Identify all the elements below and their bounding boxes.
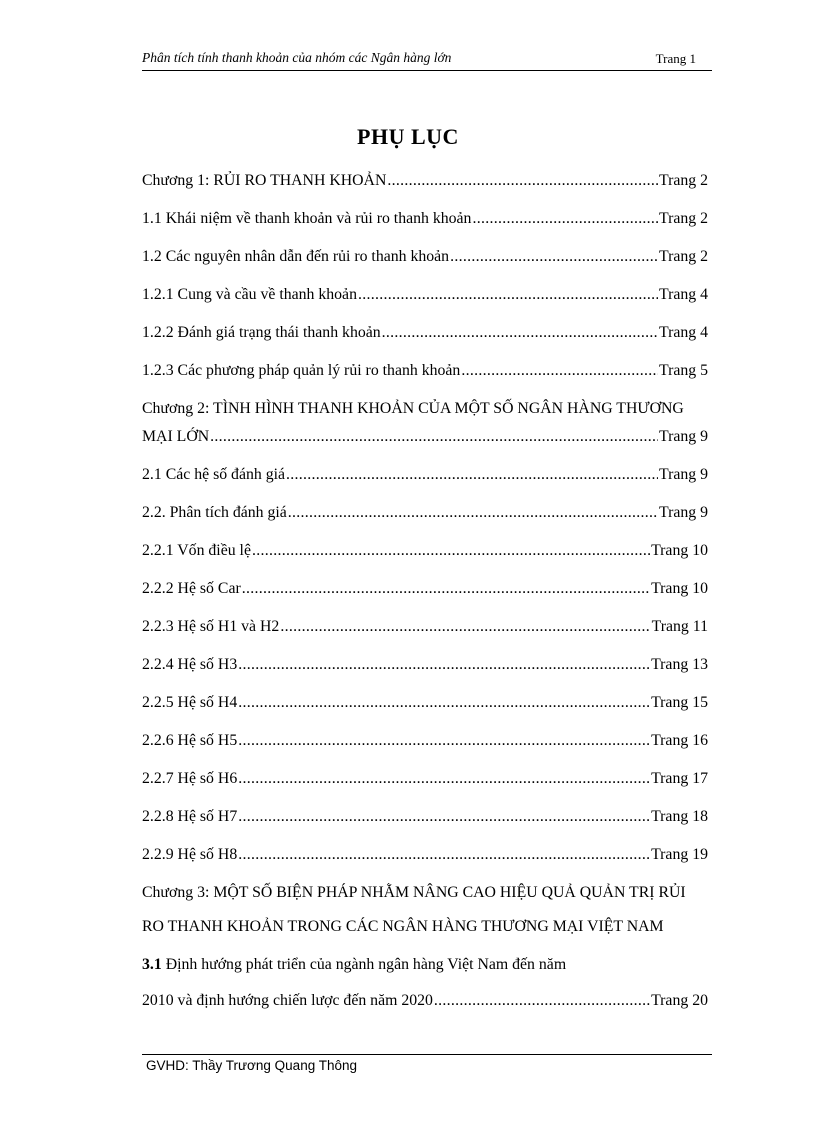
toc-section-text: Định hướng phát triển của ngành ngân hàng Việt Nam đến năm: [161, 956, 567, 973]
header-page-number: Trang 1: [655, 51, 696, 66]
toc-entry-text: 2.2.2 Hệ số Car: [142, 580, 241, 597]
toc-entry-page: Trang 18: [651, 808, 708, 825]
toc-entry: [142, 466, 708, 490]
toc-entry-text: 2.2.8 Hệ số H7: [142, 808, 238, 825]
toc-entry-text: 1.2 Các nguyên nhân dẫn đến rủi ro thanh khoản: [142, 248, 450, 265]
toc-entry-text: 2.2. Phân tích đánh giá: [142, 504, 287, 521]
toc-entry: [142, 846, 708, 870]
toc-entry-text: 2.2.5 Hệ số H4: [142, 694, 238, 711]
toc-entry: [142, 770, 708, 794]
footer-divider: [142, 1054, 712, 1055]
toc-chapter-heading: Chương 3: MỘT SỐ BIỆN PHÁP NHẰM NÂNG CAO HIỆU QUẢ QUẢN TRỊ RỦI: [142, 884, 686, 901]
toc-entry-page: Trang 13: [651, 656, 708, 673]
toc-entry-page: Trang 9: [658, 504, 708, 521]
toc-entry: [142, 362, 708, 386]
toc-chapter-heading: Chương 2: TÌNH HÌNH THANH KHOẢN CỦA MỘT SỐ NGÂN HÀNG THƯƠNG: [142, 400, 684, 417]
header-title: Phân tích tính thanh khoản của nhóm các Ngân hàng lớn: [142, 50, 452, 65]
toc-entry: [142, 172, 708, 196]
toc-entry-text: Chương 1: RỦI RO THANH KHOẢN: [142, 172, 387, 189]
toc-entry-page: Trang 9: [658, 466, 708, 483]
toc-entry: [142, 992, 708, 1016]
toc-entry: [142, 694, 708, 718]
toc-entry-text: 1.2.3 Các phương pháp quản lý rủi ro thanh khoản: [142, 362, 461, 379]
toc-entry-page: Trang 10: [651, 580, 708, 597]
toc-entry: [142, 324, 708, 348]
toc-entry-text: 2.2.9 Hệ số H8: [142, 846, 238, 863]
toc-entry: [142, 618, 708, 642]
toc-entry-text: 1.1 Khái niệm về thanh khoản và rủi ro thanh khoản: [142, 210, 472, 227]
toc-entry-page: Trang 4: [658, 286, 708, 303]
toc-entry-page: Trang 9: [658, 428, 708, 445]
toc-entry-text: 2.2.4 Hệ số H3: [142, 656, 238, 673]
toc-entry: [142, 248, 708, 272]
toc-entry: [142, 808, 708, 832]
toc-entry: [142, 210, 708, 234]
toc-entry-page: Trang 19: [651, 846, 708, 863]
toc-entry-page: Trang 16: [651, 732, 708, 749]
toc-entry-page: Trang 5: [658, 362, 708, 379]
page-footer: GVHD: Thầy Trương Quang Thông: [146, 1058, 357, 1073]
toc-entry-text: 1.2.1 Cung và cầu về thanh khoản: [142, 286, 357, 303]
toc-chapter-heading: RO THANH KHOẢN TRONG CÁC NGÂN HÀNG THƯƠNG MẠI VIỆT NAM: [142, 918, 664, 935]
toc-entry-page: Trang 17: [651, 770, 708, 787]
toc-entry-text: 2.2.6 Hệ số H5: [142, 732, 238, 749]
toc-entry-text: 2.2.3 Hệ số H1 và H2: [142, 618, 280, 635]
toc-entry: [142, 580, 708, 604]
toc-entry: [142, 428, 708, 452]
toc-entry-text: 2.2.1 Vốn điều lệ: [142, 542, 251, 559]
toc-entry: [142, 732, 708, 756]
toc-entry-text: 2010 và định hướng chiến lược đến năm 2020: [142, 992, 433, 1009]
toc-entry-page: Trang 2: [658, 210, 708, 227]
toc-entry-page: Trang 20: [651, 992, 708, 1009]
page-title: PHỤ LỤC: [357, 124, 459, 149]
toc-entry-page: Trang 2: [658, 172, 708, 189]
page-header: [142, 48, 712, 71]
toc-entry-page: Trang 11: [651, 618, 708, 635]
toc-entry-page: Trang 10: [651, 542, 708, 559]
toc-entry-page: Trang 15: [651, 694, 708, 711]
toc-section-heading: [142, 956, 566, 974]
toc-section-number: 3.1: [142, 956, 162, 973]
toc-entry: [142, 286, 708, 310]
toc-entry: [142, 504, 708, 528]
toc-entry-text: MẠI LỚN: [142, 428, 210, 445]
toc-entry-page: Trang 2: [658, 248, 708, 265]
toc-entry-page: Trang 4: [658, 324, 708, 341]
toc-entry: [142, 542, 708, 566]
toc-entry-text: 1.2.2 Đánh giá trạng thái thanh khoản: [142, 324, 381, 341]
toc-entry: [142, 656, 708, 680]
toc-entry-text: 2.1 Các hệ số đánh giá: [142, 466, 286, 483]
toc-entry-text: 2.2.7 Hệ số H6: [142, 770, 238, 787]
